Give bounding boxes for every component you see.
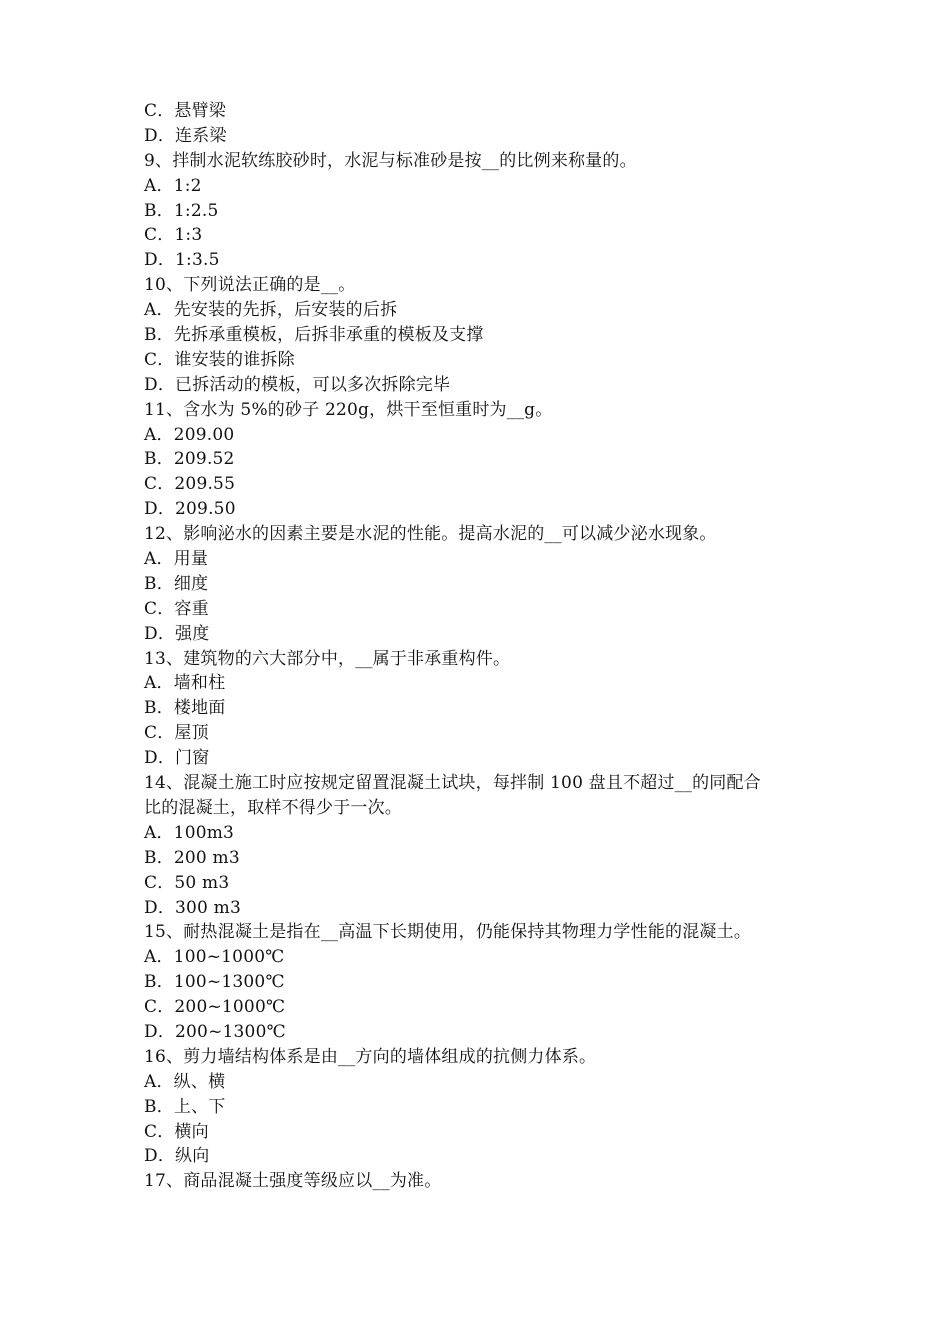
option-a-q9: A．1:2 [144, 175, 202, 196]
option-b-q15: B．100~1300℃ [144, 972, 285, 993]
option-d-q12: D．强度 [144, 623, 210, 644]
option-d-q9: D．1:3.5 [144, 250, 220, 271]
option-b-q10: B．先拆承重模板，后拆非承重的模板及支撑 [144, 325, 484, 346]
option-a-q15: A．100~1000℃ [144, 947, 285, 968]
option-c-q11: C．209.55 [144, 474, 236, 495]
option-a-q16: A．纵、横 [144, 1071, 226, 1092]
option-d-q14: D．300 m3 [144, 897, 242, 918]
option-c-q14: C．50 m3 [144, 872, 230, 893]
option-b-q14: B．200 m3 [144, 847, 240, 868]
question-14-continued: 比的混凝土，取样不得少于一次。 [144, 797, 402, 818]
option-a-q14: A．100m3 [144, 822, 235, 843]
option-b-q12: B．细度 [144, 573, 209, 594]
question-12: 12、影响泌水的因素主要是水泥的性能。提高水泥的__可以减少泌水现象。 [144, 524, 717, 545]
option-d-q10: D．已拆活动的模板，可以多次拆除完毕 [144, 374, 451, 395]
question-10: 10、下列说法正确的是__。 [144, 275, 356, 296]
option-c-q13: C．屋顶 [144, 723, 209, 744]
option-b-q11: B．209.52 [144, 449, 235, 470]
question-13: 13、建筑物的六大部分中，__属于非承重构件。 [144, 648, 511, 669]
option-c-q16: C．横向 [144, 1121, 209, 1142]
question-9: 9、拌制水泥软练胶砂时，水泥与标准砂是按__的比例来称量的。 [144, 150, 637, 171]
document-body [144, 99, 824, 1194]
question-14: 14、混凝土施工时应按规定留置混凝土试块，每拌制 100 盘且不超过__的同配合 [144, 773, 761, 794]
option-c-q15: C．200~1000℃ [144, 997, 286, 1018]
option-d-q16: D．纵向 [144, 1146, 210, 1167]
option-a-q12: A．用量 [144, 549, 209, 570]
option-d-q13: D．门窗 [144, 748, 210, 769]
option-a-q13: A．墙和柱 [144, 673, 226, 694]
question-17: 17、商品混凝土强度等级应以__为准。 [144, 1171, 442, 1192]
option-a-q10: A．先安装的先拆，后安装的后拆 [144, 300, 398, 321]
question-11: 11、含水为 5%的砂子 220g，烘干至恒重时为__g。 [144, 399, 553, 420]
option-c-q12: C．容重 [144, 598, 209, 619]
option-b-q16: B．上、下 [144, 1096, 226, 1117]
option-b-q13: B．楼地面 [144, 698, 226, 719]
option-c-q10: C．谁安装的谁拆除 [144, 349, 295, 370]
question-15: 15、耐热混凝土是指在__高温下长期使用，仍能保持其物理力学性能的混凝土。 [144, 922, 752, 943]
option-c-q8: C．悬臂梁 [144, 101, 227, 121]
option-d-q11: D．209.50 [144, 499, 236, 520]
option-d-q15: D．200~1300℃ [144, 1021, 286, 1042]
question-16: 16、剪力墙结构体系是由__方向的墙体组成的抗侧力体系。 [144, 1046, 597, 1067]
option-b-q9: B．1:2.5 [144, 200, 219, 221]
option-a-q11: A．209.00 [144, 424, 235, 445]
option-c-q9: C．1:3 [144, 225, 203, 246]
option-d-q8: D．连系梁 [144, 125, 227, 146]
